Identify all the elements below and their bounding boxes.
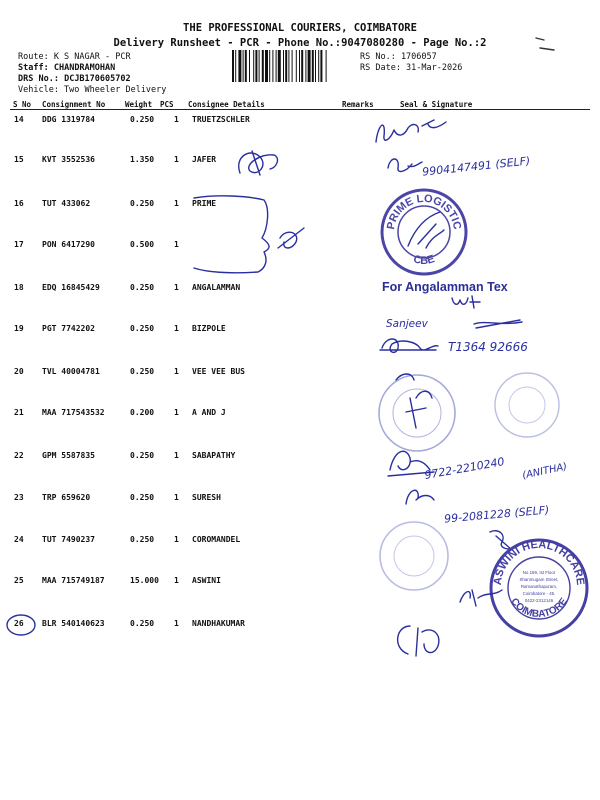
weight-cell: 0.250 [130, 535, 155, 544]
col-remarks: Remarks [342, 100, 374, 109]
weight-cell: 0.250 [130, 367, 155, 376]
sno-cell: 26 [14, 619, 24, 628]
barcode-bar [288, 50, 289, 82]
row15-signature [230, 143, 290, 183]
row-26-circle-mark [4, 611, 40, 639]
row19-strikeout [470, 316, 530, 332]
weight-cell: 0.200 [130, 408, 155, 417]
col-consignment: Consignment No [42, 100, 106, 109]
drs-label: DRS No.: [18, 74, 59, 84]
weight-cell: 0.500 [130, 240, 155, 249]
sno-cell: 16 [14, 199, 24, 208]
prime-logistic-stamp [378, 186, 470, 278]
pcs-cell: 1 [174, 619, 179, 628]
pen-mark [530, 28, 570, 58]
col-pcs: PCS [160, 100, 174, 109]
row18-initials [448, 292, 488, 312]
pcs-cell: 1 [174, 240, 179, 249]
weight-cell: 0.250 [130, 619, 155, 628]
consignee-cell: SURESH [192, 493, 221, 502]
barcode-bar [272, 50, 273, 82]
company-title: THE PROFESSIONAL COURIERS, COIMBATORE [183, 22, 417, 34]
barcode-bar [235, 50, 236, 82]
barcode-bar [318, 50, 319, 82]
consignee-cell: BIZPOLE [192, 324, 226, 333]
col-seal: Seal & Signature [400, 100, 473, 109]
barcode [232, 50, 354, 82]
sno-cell: 20 [14, 367, 24, 376]
row26-signature [388, 618, 452, 664]
barcode-bar [253, 50, 254, 82]
col-weight: Weight [125, 100, 153, 109]
pcs-cell: 1 [174, 367, 179, 376]
weight-cell: 0.250 [130, 199, 155, 208]
consignee-cell: PRIME [192, 199, 217, 208]
row16-17-signature [188, 188, 308, 278]
sno-cell: 21 [14, 408, 24, 417]
consignee-cell: JAFER [192, 155, 217, 164]
weight-cell: 0.250 [130, 451, 155, 460]
sno-cell: 15 [14, 155, 24, 164]
row25-signature [454, 580, 514, 610]
row19-signature [376, 332, 446, 358]
consignment-cell: PGT 7742202 [42, 324, 95, 333]
barcode-bar [285, 50, 287, 82]
rs-date: RS Date: 31-Mar-2026 [360, 63, 463, 73]
barcode-bar [296, 50, 297, 82]
sno-cell: 17 [14, 240, 24, 249]
barcode-bar [276, 50, 277, 82]
aswini-address-line: Shanmugam Street, [519, 577, 559, 582]
staff-value: CHANDRAMOHAN [53, 63, 116, 73]
barcode-bar [305, 50, 306, 82]
sno-cell: 23 [14, 493, 24, 502]
weight-cell: 0.250 [130, 115, 155, 124]
barcode-bar [243, 50, 244, 82]
sno-cell: 25 [14, 576, 24, 585]
barcode-bar [320, 50, 322, 82]
pcs-cell: 1 [174, 155, 179, 164]
row22-phone: 9722-2210240 [423, 455, 506, 482]
barcode-bar [245, 50, 247, 82]
consignment-cell: GPM 5587835 [42, 451, 95, 460]
col-sno: S No [13, 100, 32, 109]
sno-cell: 14 [14, 115, 24, 124]
consignee-cell: ANGALAMMAN [192, 283, 241, 292]
vehicle-label: Vehicle: Two Wheeler Delivery [18, 85, 167, 95]
pcs-cell: 1 [174, 324, 179, 333]
drs-value: DCJB170605702 [64, 74, 131, 84]
row24-faded-stamp [376, 518, 452, 594]
consignment-cell: KVT 3552536 [42, 155, 95, 164]
pcs-cell: 1 [174, 283, 179, 292]
row18-company-stamp: For Angalamman Tex [382, 280, 508, 294]
consignment-cell: PON 6417290 [42, 240, 95, 249]
aswini-stamp-bottom-text: COIMBATORE [508, 596, 570, 621]
consignment-cell: DDG 1319784 [42, 115, 95, 124]
aswini-address-line: Ramanathapuram, [520, 584, 558, 589]
sno-cell: 19 [14, 324, 24, 333]
barcode-bar [249, 50, 250, 82]
row14-signature [368, 112, 458, 152]
prime-stamp-top-text: PRIME LOGISTIC [385, 192, 464, 231]
barcode-bar [292, 50, 293, 82]
weight-cell: 15.000 [130, 576, 159, 585]
sno-cell: 24 [14, 535, 24, 544]
sno-cell: 18 [14, 283, 24, 292]
barcode-bar [283, 50, 284, 82]
consignee-cell: A AND J [192, 408, 226, 417]
col-consignee: Consignee Details [188, 100, 265, 109]
pcs-cell: 1 [174, 493, 179, 502]
consignment-cell: MAA 715749187 [42, 576, 105, 585]
consignee-cell: SABAPATHY [192, 451, 236, 460]
barcode-bar [255, 50, 257, 82]
runsheet-subtitle: Delivery Runsheet - PCR - Phone No.:9047080280 - Page No.:2 [113, 37, 487, 49]
barcode-bar [326, 50, 327, 82]
consignee-cell: COROMANDEL [192, 535, 241, 544]
consignee-cell: VEE VEE BUS [192, 367, 245, 376]
row23-signature [400, 480, 440, 510]
barcode-bar [301, 50, 303, 82]
row23-phone: 99-2081228 (SELF) [443, 503, 550, 526]
row19-receiver-name: Sanjeev [386, 318, 428, 330]
consignment-cell: EDQ 16845429 [42, 283, 100, 292]
weight-cell: 0.250 [130, 283, 155, 292]
consignment-cell: MAA 717543532 [42, 408, 105, 417]
consignment-cell: TVL 40004781 [42, 367, 100, 376]
barcode-bar [262, 50, 264, 82]
pcs-cell: 1 [174, 115, 179, 124]
pcs-cell: 1 [174, 199, 179, 208]
weight-cell: 0.250 [130, 493, 155, 502]
consignee-cell: ASWINI [192, 576, 221, 585]
barcode-bar [238, 50, 241, 82]
pcs-cell: 1 [174, 408, 179, 417]
consignment-cell: TRP 659620 [42, 493, 91, 502]
staff-label: Staff: [18, 63, 49, 73]
aswini-address-line: Coimbatore - 45. [522, 591, 556, 596]
pcs-cell: 1 [174, 535, 179, 544]
pcs-cell: 1 [174, 451, 179, 460]
prime-stamp-bottom-text: CBE [411, 253, 437, 268]
barcode-bar [312, 50, 314, 82]
weight-cell: 1.350 [130, 155, 155, 164]
row15-phone: 9904147491 (SELF) [421, 154, 531, 179]
barcode-bar [232, 50, 234, 82]
row19-phone: T1364 92666 [448, 340, 528, 354]
aswini-address-line: No.189, Ist Floor [522, 570, 556, 575]
barcode-bar [299, 50, 300, 82]
weight-cell: 0.250 [130, 324, 155, 333]
consignment-cell: TUT 7490237 [42, 535, 95, 544]
consignment-cell: BLR 540140623 [42, 619, 105, 628]
row22-receiver-name: (ANITHA) [521, 461, 569, 482]
consignee-cell: TRUETZSCHLER [192, 115, 250, 124]
route-label: Route: K S NAGAR - PCR [18, 52, 131, 62]
barcode-bar [315, 50, 316, 82]
row20-faded-stamp-right [490, 368, 565, 443]
drs-line [18, 74, 131, 84]
rs-number: RS No.: 1706057 [360, 52, 437, 62]
barcode-bar [265, 50, 268, 82]
header-divider [10, 109, 590, 110]
staff-line [18, 63, 115, 73]
consignment-cell: TUT 433062 [42, 199, 91, 208]
aswini-stamp-top-text: ASWINI HEALTHCARE [491, 538, 587, 586]
pcs-cell: 1 [174, 576, 179, 585]
barcode-bar [308, 50, 311, 82]
barcode-bar [259, 50, 260, 82]
consignee-cell: NANDHAKUMAR [192, 619, 245, 628]
sno-cell: 22 [14, 451, 24, 460]
row15-initials [384, 150, 424, 178]
barcode-bar [278, 50, 281, 82]
barcode-bar [269, 50, 270, 82]
aswini-phone-line: 0422-2312146 [524, 598, 554, 603]
svg-text:CBE [412, 253, 436, 267]
